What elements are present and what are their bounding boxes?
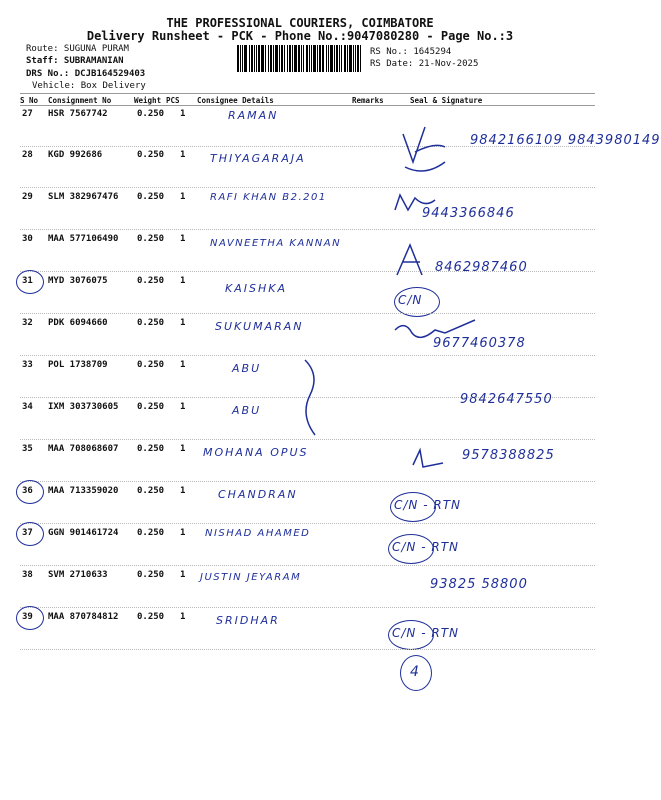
row-consignee-handwritten: JUSTIN JEYARAM (200, 572, 302, 583)
row-pcs: 1 (180, 612, 186, 622)
row-consignee-handwritten: NISHAD AHAMED (205, 528, 311, 539)
row-signature-handwritten: 93825 58800 (430, 577, 528, 592)
row-weight: 0.250 (137, 444, 165, 454)
barcode-bar (319, 45, 321, 72)
barcode-bar (251, 45, 253, 72)
barcode-bar (298, 45, 300, 72)
barcode-bar (256, 45, 257, 72)
row-weight: 0.250 (137, 192, 165, 202)
row-signature-handwritten: 9443366846 (422, 206, 515, 221)
bracket-mark (295, 355, 335, 445)
barcode-bar (341, 45, 342, 72)
staff-label: Staff: SUBRAMANIAN (26, 56, 124, 66)
row-signature-handwritten: C/N - RTN (392, 540, 460, 554)
row-divider (20, 607, 595, 608)
barcode-bar (339, 45, 340, 72)
barcode-bar (355, 45, 356, 72)
row-pcs: 1 (180, 444, 186, 454)
header-rule-top (20, 93, 595, 94)
barcode-image (237, 45, 367, 72)
barcode-bar (326, 45, 327, 72)
row-sno: 30 (22, 234, 33, 244)
row-weight: 0.250 (137, 570, 165, 580)
row-consignee-handwritten: THIYAGARAJA (210, 152, 306, 165)
barcode-bar (360, 45, 361, 72)
col-sno: S No (20, 96, 39, 105)
row-divider (20, 146, 595, 147)
row-consignment-no: SLM 382967476 (48, 192, 119, 202)
row-consignment-no: MAA 577106490 (48, 234, 119, 244)
row-signature-handwritten: C/N - RTN (394, 498, 462, 512)
barcode-bar (306, 45, 308, 72)
sno-circle-mark (16, 606, 44, 630)
row-sno: 31 (22, 276, 33, 286)
barcode-bar (273, 45, 274, 72)
row-signature-handwritten: 9842166109 9843980149 (470, 133, 661, 148)
row-pcs: 1 (180, 570, 186, 580)
row-pcs: 1 (180, 402, 186, 412)
barcode-bar (249, 45, 250, 72)
barcode-bar (240, 45, 241, 72)
signature-scribble-35 (408, 445, 448, 475)
row-sno: 36 (22, 486, 33, 496)
row-sno: 33 (22, 360, 33, 370)
barcode-bar (334, 45, 335, 72)
barcode-bar (317, 45, 318, 72)
col-seal-signature: Seal & Signature (410, 96, 483, 105)
sno-circle-mark (16, 480, 44, 504)
rs-number: RS No.: 1645294 (370, 47, 452, 57)
row-weight: 0.250 (137, 150, 165, 160)
row-signature-handwritten: C/N - RTN (392, 626, 460, 640)
row-signature-handwritten: 9578388825 (462, 448, 555, 463)
row-consignee-handwritten: RAFI KHAN B2.201 (210, 192, 327, 203)
row-pcs: 1 (180, 192, 186, 202)
row-consignee-handwritten: CHANDRAN (218, 488, 298, 501)
row-weight: 0.250 (137, 318, 165, 328)
barcode-bar (284, 45, 285, 72)
row-pcs: 1 (180, 486, 186, 496)
row-signature-handwritten: C/N (398, 293, 423, 307)
row-consignee-handwritten: MOHANA OPUS (203, 446, 309, 459)
row-consignment-no: MYD 3076075 (48, 276, 108, 286)
row-weight: 0.250 (137, 486, 165, 496)
row-consignee-handwritten: SUKUMARAN (215, 320, 304, 333)
row-divider (20, 271, 595, 272)
row-consignment-no: PDK 6094660 (48, 318, 108, 328)
vehicle-label: Vehicle: Box Delivery (32, 81, 146, 91)
barcode-bar (294, 45, 297, 72)
row-signature-handwritten: 9842647550 (460, 392, 553, 407)
row-consignment-no: IXM 303730605 (48, 402, 119, 412)
runsheet-subtitle: Delivery Runsheet - PCK - Phone No.:9047080280 - Page No.:3 (86, 29, 514, 43)
row-sno: 39 (22, 612, 33, 622)
signature-scribble-29 (390, 190, 440, 220)
row-pcs: 1 (180, 528, 186, 538)
row-divider (20, 523, 595, 524)
col-weight: Weight (134, 96, 162, 105)
row-consignee-handwritten: SRIDHAR (216, 614, 280, 627)
barcode-bar (309, 45, 310, 72)
row-weight: 0.250 (137, 109, 165, 119)
row-consignee-handwritten: ABU (232, 404, 262, 417)
row-divider (20, 649, 595, 650)
barcode-bar (242, 45, 243, 72)
barcode-bar (270, 45, 272, 72)
row-consignment-no: POL 1738709 (48, 360, 108, 370)
barcode-bar (254, 45, 255, 72)
barcode-bar (313, 45, 316, 72)
barcode-bar (344, 45, 346, 72)
row-consignment-no: KGD 992686 (48, 150, 103, 160)
barcode-bar (237, 45, 239, 72)
row-pcs: 1 (180, 109, 186, 119)
row-consignment-no: MAA 708068607 (48, 444, 119, 454)
barcode-bar (328, 45, 329, 72)
row-pcs: 1 (180, 360, 186, 370)
barcode-bar (322, 45, 324, 72)
barcode-bar (301, 45, 302, 72)
row-pcs: 1 (180, 150, 186, 160)
sno-circle-mark (16, 270, 44, 294)
barcode-bar (349, 45, 352, 72)
row-weight: 0.250 (137, 402, 165, 412)
sno-circle-mark (16, 522, 44, 546)
row-sno: 27 (22, 109, 33, 119)
col-remarks: Remarks (352, 96, 384, 105)
row-divider (20, 481, 595, 482)
col-consignment: Consignment No (48, 96, 112, 105)
row-consignment-no: HSR 7567742 (48, 109, 108, 119)
col-pcs: PCS (166, 96, 180, 105)
barcode-bar (336, 45, 338, 72)
barcode-bar (292, 45, 293, 72)
row-pcs: 1 (180, 234, 186, 244)
barcode-bar (303, 45, 304, 72)
row-consignee-handwritten: ABU (232, 362, 262, 375)
barcode-bar (279, 45, 280, 72)
barcode-bar (347, 45, 348, 72)
barcode-bar (244, 45, 247, 72)
barcode-bar (287, 45, 288, 72)
signature-scribble-32 (390, 315, 480, 345)
row-sno: 29 (22, 192, 33, 202)
barcode-bar (258, 45, 260, 72)
row-weight: 0.250 (137, 234, 165, 244)
row-consignment-no: GGN 901461724 (48, 528, 119, 538)
row-sno: 32 (22, 318, 33, 328)
row-consignment-no: SVM 2710633 (48, 570, 108, 580)
row-weight: 0.250 (137, 528, 165, 538)
route-label: Route: SUGUNA PURAM (26, 44, 129, 54)
rs-date: RS Date: 21-Nov-2025 (370, 59, 479, 69)
row-divider (20, 565, 595, 566)
row-consignee-handwritten: NAVNEETHA KANNAN (210, 238, 342, 249)
row-sno: 34 (22, 402, 33, 412)
barcode-bar (281, 45, 283, 72)
row-weight: 0.250 (137, 612, 165, 622)
row-signature-handwritten: 9677460378 (433, 336, 526, 351)
row-divider (20, 229, 595, 230)
row-consignee-handwritten: KAISHKA (225, 282, 287, 295)
page-count-note: 4 (410, 664, 421, 680)
signature-scribble-30 (392, 240, 437, 280)
header-rule-bottom (20, 105, 595, 106)
row-pcs: 1 (180, 276, 186, 286)
row-consignment-no: MAA 870784812 (48, 612, 119, 622)
row-divider (20, 313, 595, 314)
row-sno: 35 (22, 444, 33, 454)
barcode-bar (330, 45, 333, 72)
row-sno: 38 (22, 570, 33, 580)
row-weight: 0.250 (137, 276, 165, 286)
signature-scribble-27 (395, 122, 455, 182)
row-sno: 28 (22, 150, 33, 160)
row-consignee-handwritten: RAMAN (228, 109, 279, 122)
barcode-bar (275, 45, 278, 72)
company-title: THE PROFESSIONAL COURIERS, COIMBATORE (166, 16, 434, 30)
drs-number: DRS No.: DCJB164529403 (26, 69, 146, 79)
barcode-bar (268, 45, 269, 72)
row-pcs: 1 (180, 318, 186, 328)
barcode-bar (265, 45, 266, 72)
row-weight: 0.250 (137, 360, 165, 370)
barcode-bar (311, 45, 312, 72)
row-consignment-no: MAA 713359020 (48, 486, 119, 496)
row-divider (20, 187, 595, 188)
col-consignee: Consignee Details (197, 96, 274, 105)
barcode-bar (261, 45, 264, 72)
barcode-bar (353, 45, 354, 72)
barcode-bar (357, 45, 359, 72)
barcode-bar (289, 45, 291, 72)
row-signature-handwritten: 8462987460 (435, 260, 528, 275)
row-sno: 37 (22, 528, 33, 538)
